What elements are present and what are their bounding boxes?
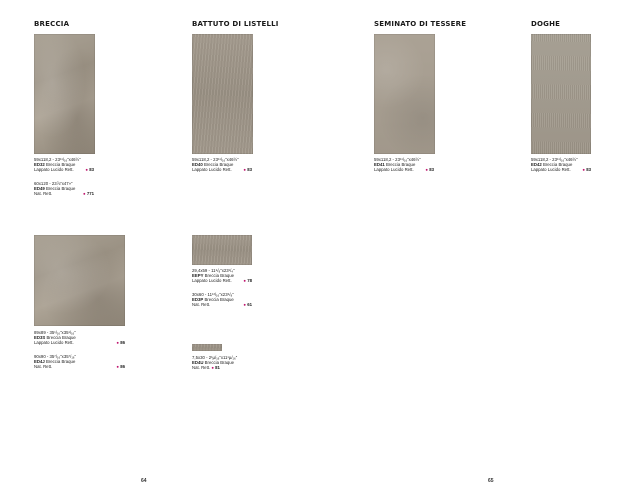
page-ref: 81 [215,365,220,371]
finish-label: Nat. Rett. [34,364,53,370]
product-code: EEPY [192,273,204,279]
product-code: ED3P [192,297,204,303]
bullet-icon: ● [116,364,120,370]
column-title-seminato: SEMINATO DI TESSERE [374,20,467,28]
finish-label: Lappato Lucido Rett. [34,167,74,173]
page-ref: ● 86 [116,364,125,370]
product-name: Breccia Braque [542,162,573,168]
product-entry [374,157,434,173]
product-name: Breccia Braque [45,186,76,192]
product-code: ED3S [34,335,46,341]
page-ref: ● 61 [243,302,252,308]
size-label: 59x118,2 - 23¹¹/₁₆”x46½” [34,157,81,162]
size-label: 59x118,2 - 23¹¹/₁₆”x46½” [531,157,578,162]
tile-image-doghe [531,34,591,154]
finish-label: Nat. Rett. [34,191,53,197]
product-name: Breccia Braque [46,335,76,341]
product-name: Breccia Braque [204,273,235,279]
bullet-icon: ● [243,278,247,284]
product-code: ED41 [374,162,385,168]
finish-label: Nat. Rett. [192,302,211,308]
bullet-icon: ● [243,167,247,173]
column-title-breccia: BRECCIA [34,20,70,28]
bullet-icon: ● [425,167,429,173]
finish-label: Nat. Rett. [192,365,211,371]
finish-label: Lappato Lucido Rett. [192,167,232,173]
bullet-icon: ● [211,365,214,371]
tile-image-strip [192,344,222,351]
product-code: ED32 [34,162,45,168]
size-label: 90x90 - 35⁷/₁₆”x35⁷/₁₆” [34,354,76,359]
page-ref: ● 771 [83,191,94,197]
tile-image-battuto [192,34,253,154]
product-entry [192,292,252,308]
size-label: 60x120 - 23⅞”x47»” [34,181,73,186]
finish-label: Lappato Lucido Rett. [374,167,414,173]
bullet-icon: ● [85,167,89,173]
size-label: 59x118,2 - 23¹¹/₁₆”x46½” [374,157,421,162]
product-entry [192,355,242,371]
product-entry [192,268,252,284]
finish-label: Lappato Lucido Rett. [192,278,232,284]
page-number-left: 64 [141,478,147,484]
size-label: 30x60 - 11¹³/₁₆”x23⁶/₈” [192,292,234,297]
bullet-icon: ● [582,167,586,173]
size-label: 89x89 - 35¹/₁₆”x35¹/₁₆” [34,330,76,335]
product-entry [531,157,591,173]
product-code: ED42 [531,162,542,168]
product-name: Breccia Braque [203,162,234,168]
tile-image-seminato [374,34,435,154]
product-entry [34,354,125,370]
product-name: Breccia Braque [45,359,76,365]
product-entry [192,157,252,173]
page-number-right: 65 [488,478,494,484]
product-name: Breccia Braque [204,360,235,366]
product-code: ED4U [192,360,204,366]
tile-image-breccia-square [34,235,125,326]
page-ref: ● 83 [582,167,591,173]
page-ref: ● 86 [116,340,125,346]
size-label: 59x118,2 - 23¹¹/₁₆”x46½” [192,157,239,162]
bullet-icon: ● [83,191,86,197]
product-name: Breccia Braque [385,162,416,168]
page-ref: ● 78 [243,278,252,284]
page-ref: ● 83 [425,167,434,173]
page-ref: ● 83 [243,167,252,173]
tile-image-listello [192,235,252,265]
size-label: 29,4x59 - 11⁵/₈”x23¹/₄” [192,268,235,273]
bullet-icon: ● [116,340,120,346]
product-entry [34,181,94,197]
size-label: 7,5x30 - 2¹µ/₁₆”x11¹µ/₁₆” [192,355,238,360]
finish-label: Lappato Lucido Rett. [34,340,74,346]
product-entry [34,157,94,173]
product-name: Breccia Braque [204,297,234,303]
finish-label: Lappato Lucido Rett. [531,167,571,173]
product-entry [34,330,125,346]
tile-image-breccia [34,34,95,154]
product-code: ED4J [34,359,45,365]
product-code: ED40 [192,162,203,168]
product-name: Breccia Braque [45,162,76,168]
page-ref: ● 83 [85,167,94,173]
bullet-icon: ● [243,302,247,308]
column-title-battuto: BATTUTO DI LISTELLI [192,20,279,28]
column-title-doghe: DOGHE [531,20,561,28]
product-code: ED49 [34,186,45,192]
